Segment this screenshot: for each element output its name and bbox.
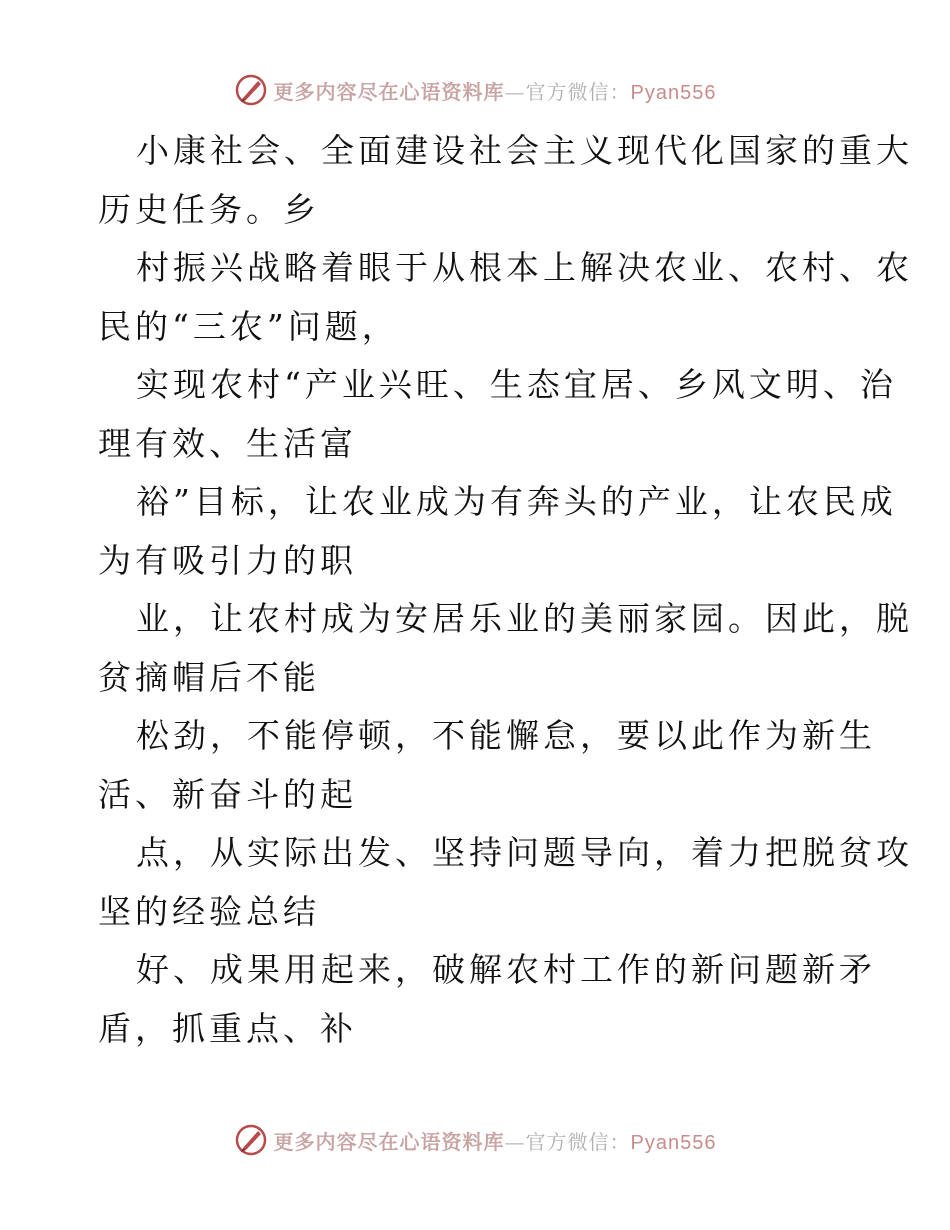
footer-watermark: [0, 1120, 950, 1160]
watermark-brand: 更多内容尽在心语资料库: [273, 79, 505, 104]
watermark-separator: —: [504, 1129, 526, 1154]
text-line: 盾，抓重点、补: [98, 1008, 357, 1048]
text-line: 活、新奋斗的起: [98, 774, 357, 814]
text-line: 民的“三农”问题，: [98, 306, 399, 346]
watermark-wechat-id: Pyan556: [630, 81, 717, 104]
text-line: 历史任务。乡: [98, 189, 320, 229]
quill-logo-icon: [234, 1123, 268, 1157]
text-line: 实现农村“产业兴旺、生态宜居、乡风文明、治: [136, 365, 897, 404]
watermark-wechat-label: 官方微信：: [525, 1129, 631, 1154]
watermark-separator: —: [504, 79, 526, 104]
text-line: 坚的经验总结: [98, 891, 320, 931]
quill-logo-icon: [234, 73, 268, 107]
document-body: [98, 122, 913, 1058]
watermark-wechat-id: Pyan556: [630, 1131, 717, 1154]
text-line: 裕”目标，让农业成为有奔头的产业，让农民成: [136, 482, 897, 521]
watermark-wechat-label: 官方微信：: [525, 79, 631, 104]
watermark-text: [274, 1126, 717, 1155]
text-line: 点，从实际出发、坚持问题导向，着力把脱贫攻: [136, 833, 913, 872]
text-line: 理有效、生活富: [98, 423, 357, 463]
watermark-text: [274, 76, 717, 105]
header-watermark: [0, 70, 950, 110]
text-line: 贫摘帽后不能: [98, 657, 320, 697]
watermark-brand: 更多内容尽在心语资料库: [273, 1129, 505, 1154]
text-line: 好、成果用起来，破解农村工作的新问题新矛: [136, 950, 876, 989]
text-line: 业，让农村成为安居乐业的美丽家园。因此，脱: [136, 599, 913, 638]
text-line: 小康社会、全面建设社会主义现代化国家的重大: [136, 131, 913, 170]
text-line: 松劲，不能停顿，不能懈怠，要以此作为新生: [136, 716, 876, 755]
text-line: 为有吸引力的职: [98, 540, 357, 580]
text-line: 村振兴战略着眼于从根本上解决农业、农村、农: [136, 248, 913, 287]
